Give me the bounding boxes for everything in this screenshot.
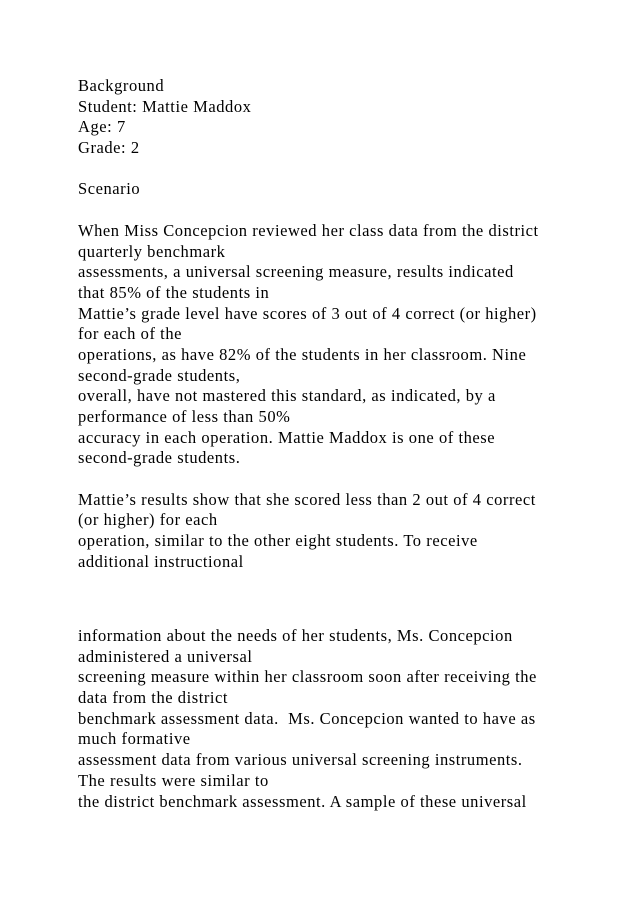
paragraph-line: Mattie’s results show that she scored less than 2 out of 4 correct: [78, 489, 536, 509]
paragraph-line: operations, as have 82% of the students in her classroom. Nine: [78, 344, 527, 364]
paragraph-line: operation, similar to the other eight students. To receive: [78, 531, 478, 551]
paragraph-line: The results were similar to: [78, 770, 269, 790]
paragraph-line: additional instructional: [78, 551, 244, 571]
blank-line: [78, 200, 618, 221]
paragraph-line: accuracy in each operation. Mattie Maddox is one of these: [78, 427, 496, 447]
blank-line: [78, 159, 618, 180]
student-age: Age: 7: [78, 117, 126, 137]
scenario-paragraph-3: [78, 626, 618, 812]
student-grade: Grade: 2: [78, 138, 140, 158]
scenario-heading: Scenario: [78, 179, 141, 199]
paragraph-line: second-grade students.: [78, 448, 241, 468]
paragraph-line: Mattie’s grade level have scores of 3 out of 4 correct (or higher): [78, 303, 537, 323]
blank-line: [78, 469, 618, 490]
document-text-top: [78, 76, 618, 573]
paragraph-line: data from the district: [78, 688, 229, 708]
paragraph-line: screening measure within her classroom soon after receiving the: [78, 667, 537, 687]
paragraph-line: quarterly benchmark: [78, 241, 226, 261]
paragraph-line: second-grade students,: [78, 365, 241, 385]
paragraph-line: When Miss Concepcion reviewed her class data from the district: [78, 220, 539, 240]
document-text-bottom: [78, 626, 618, 812]
background-heading: Background: [78, 76, 165, 95]
paragraph-line: assessments, a universal screening measure, results indicated: [78, 262, 514, 282]
paragraph-line: information about the needs of her students, Ms. Concepcion: [78, 626, 513, 645]
paragraph-line: much formative: [78, 729, 191, 749]
paragraph-line: administered a universal: [78, 646, 253, 666]
paragraph-line: that 85% of the students in: [78, 282, 270, 302]
paragraph-line: the district benchmark assessment. A sample of these universal: [78, 791, 527, 811]
paragraph-line: benchmark assessment data. Ms. Concepcion wanted to have as: [78, 708, 536, 728]
student-name: Student: Mattie Maddox: [78, 96, 252, 116]
paragraph-line: overall, have not mastered this standard, as indicated, by a: [78, 386, 496, 406]
scenario-paragraph-1: [78, 221, 618, 469]
paragraph-line: for each of the: [78, 324, 182, 344]
paragraph-line: (or higher) for each: [78, 510, 218, 530]
paragraph-line: assessment data from various universal screening instruments.: [78, 750, 523, 770]
scenario-paragraph-2: [78, 490, 618, 573]
paragraph-line: performance of less than 50%: [78, 407, 291, 426]
